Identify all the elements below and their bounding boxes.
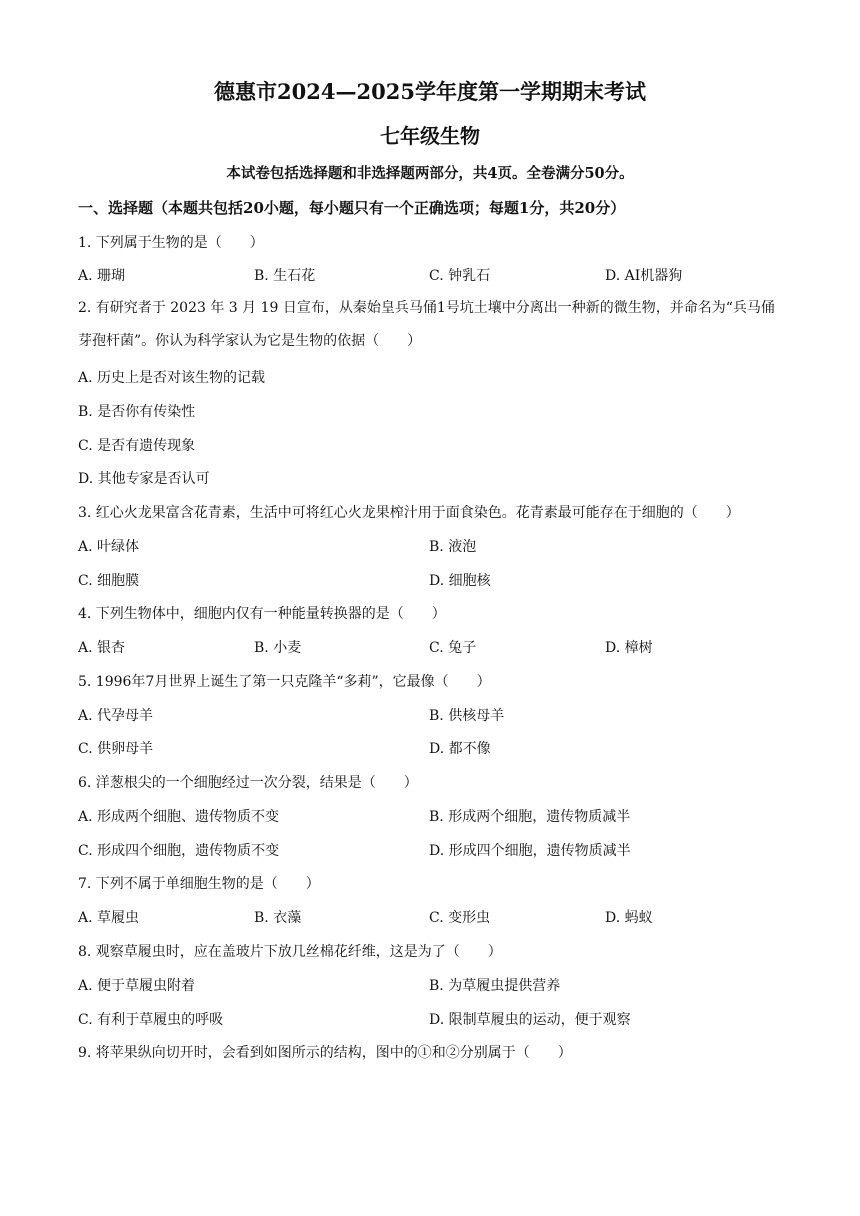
question-5-stem: 5. 1996年7月世界上诞生了第一只克隆羊“多莉”，它最像（ ） bbox=[78, 674, 491, 690]
question-4-stem: 4. 下列生物体中，细胞内仅有一种能量转换器的是（ ） bbox=[78, 606, 446, 622]
question-1-stem: 1. 下列属于生物的是（ ） bbox=[78, 235, 264, 251]
question-2-option-a: A. 历史上是否对该生物的记载 bbox=[78, 370, 266, 386]
question-7-option-c: C. 变形虫 bbox=[429, 910, 491, 926]
question-5-option-d: D. 都不像 bbox=[429, 741, 491, 757]
question-8-option-a: A. 便于草履虫附着 bbox=[78, 978, 196, 994]
question-6-stem: 6. 洋葱根尖的一个细胞经过一次分裂，结果是（ ） bbox=[78, 775, 418, 791]
question-7-option-d: D. 蚂蚁 bbox=[605, 910, 653, 926]
question-3-stem: 3. 红心火龙果富含花青素，生活中可将红心火龙果榨汁用于面食染色。花青素最可能存在于细胞的（ ） bbox=[78, 505, 740, 521]
question-3-option-a: A. 叶绿体 bbox=[78, 539, 140, 555]
question-4-option-c: C. 兔子 bbox=[429, 640, 477, 656]
question-8-option-d: D. 限制草履虫的运动，便于观察 bbox=[429, 1012, 631, 1028]
section-heading: 一、选择题（本题共包括20小题，每小题只有一个正确选项；每题1分，共20分） bbox=[78, 199, 626, 217]
question-3-option-c: C. 细胞膜 bbox=[78, 573, 140, 589]
exam-intro: 本试卷包括选择题和非选择题两部分，共4页。全卷满分50分。 bbox=[226, 165, 634, 182]
question-3-option-d: D. 细胞核 bbox=[429, 573, 491, 589]
question-1-option-a: A. 珊瑚 bbox=[78, 268, 126, 284]
question-8-option-b: B. 为草履虫提供营养 bbox=[429, 978, 561, 994]
question-1-option-d: D. AI机器狗 bbox=[605, 268, 683, 284]
exam-title: 德惠市2024—2025学年度第一学期期末考试 bbox=[214, 79, 646, 104]
question-4-option-b: B. 小麦 bbox=[254, 640, 302, 656]
question-5-option-c: C. 供卵母羊 bbox=[78, 741, 154, 757]
question-6-option-d: D. 形成四个细胞，遗传物质减半 bbox=[429, 843, 631, 859]
question-5-option-a: A. 代孕母羊 bbox=[78, 708, 154, 724]
question-9-stem: 9. 将苹果纵向切开时，会看到如图所示的结构，图中的①和②分别属于（ ） bbox=[78, 1045, 572, 1061]
question-4-option-d: D. 樟树 bbox=[605, 640, 653, 656]
exam-subtitle: 七年级生物 bbox=[380, 124, 480, 148]
question-1-option-c: C. 钟乳石 bbox=[429, 268, 491, 284]
question-4-option-a: A. 银杏 bbox=[78, 640, 126, 656]
question-8-stem: 8. 观察草履虫时，应在盖玻片下放几丝棉花纤维，这是为了（ ） bbox=[78, 944, 502, 960]
question-6-option-c: C. 形成四个细胞，遗传物质不变 bbox=[78, 843, 280, 859]
question-7-option-b: B. 衣藻 bbox=[254, 910, 302, 926]
question-7-option-a: A. 草履虫 bbox=[78, 910, 140, 926]
question-2-option-b: B. 是否你有传染性 bbox=[78, 404, 196, 420]
question-2-option-c: C. 是否有遗传现象 bbox=[78, 438, 196, 454]
question-3-option-b: B. 液泡 bbox=[429, 539, 477, 555]
question-5-option-b: B. 供核母羊 bbox=[429, 708, 505, 724]
question-6-option-b: B. 形成两个细胞，遗传物质减半 bbox=[429, 809, 631, 825]
question-6-option-a: A. 形成两个细胞、遗传物质不变 bbox=[78, 809, 280, 825]
question-1-option-b: B. 生石花 bbox=[254, 268, 316, 284]
question-8-option-c: C. 有利于草履虫的呼吸 bbox=[78, 1012, 224, 1028]
question-7-stem: 7. 下列不属于单细胞生物的是（ ） bbox=[78, 876, 320, 892]
question-2-stem: 2. 有研究者于 2023 年 3 月 19 日宣布，从秦始皇兵马俑1号坑土壤中分离出一种新的微生物，并命名为“兵马俑芽孢杆菌”。你认为科学家认为它是生物的依据（ ） bbox=[78, 300, 775, 349]
question-2-option-d: D. 其他专家是否认可 bbox=[78, 471, 210, 487]
